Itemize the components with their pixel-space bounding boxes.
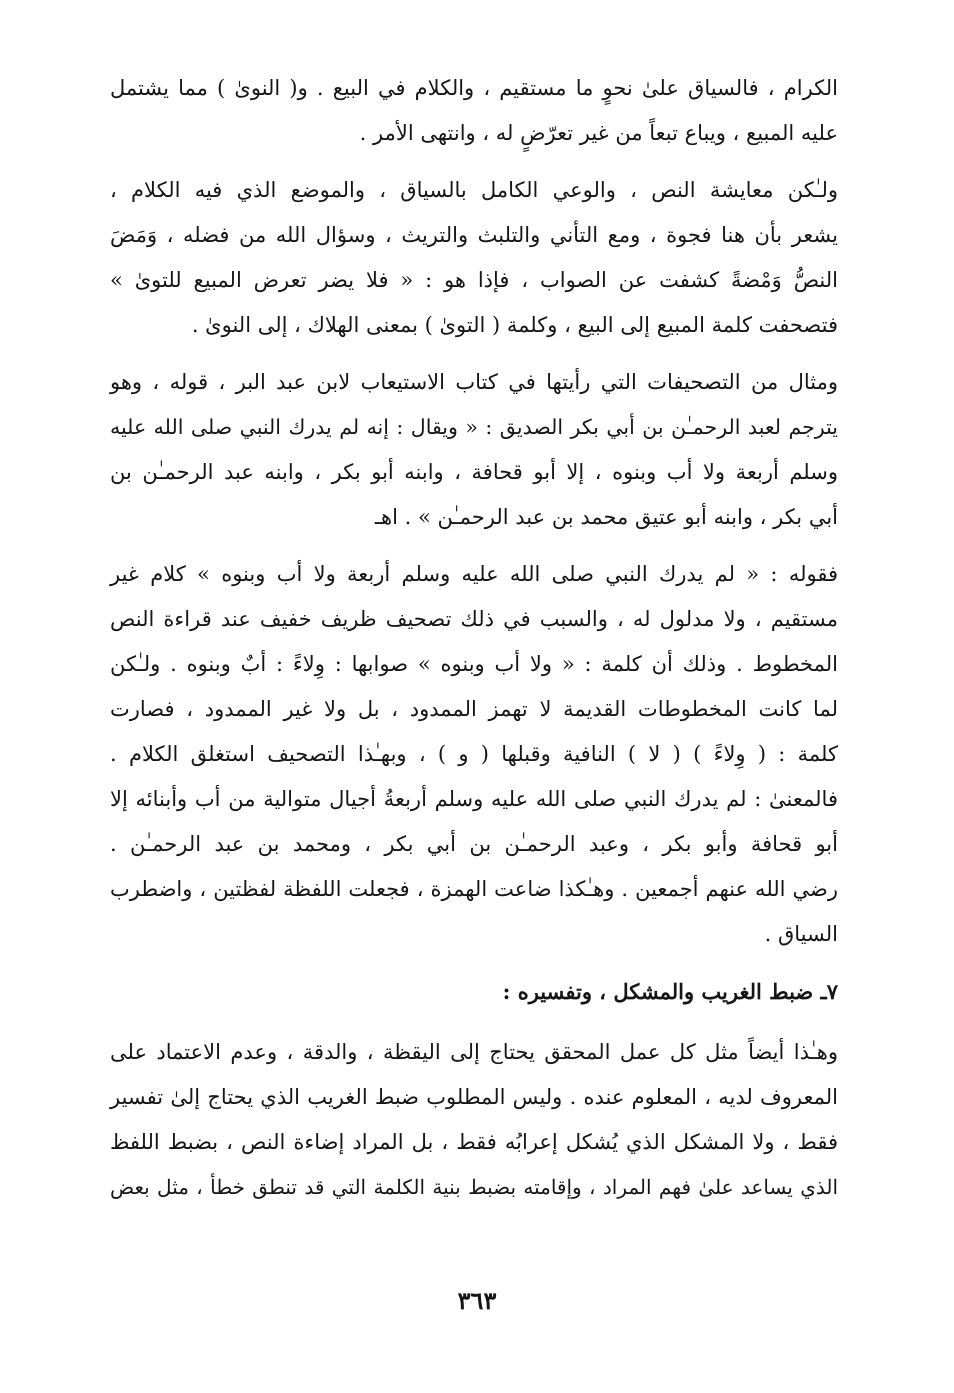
text-line: المخطوط . وذلك أن كلمة : « ولا أب وبنوه » صوابها : وِلاءً : أبٌ وبنوه . ولـٰكن xyxy=(110,652,838,676)
text-line: النصُّ وَمْضةً كشفت عن الصواب ، فإذا هو : « فلا يضر تعرض المبيع للتوىٰ » xyxy=(110,268,838,292)
page-number: ٣٦٣ xyxy=(457,1286,497,1315)
text-line: مستقيم ، ولا مدلول له ، والسبب في ذلك تصحيف ظريف خفيف عند قراءة النص xyxy=(110,607,838,631)
text-line: الذي يساعد علىٰ فهم المراد ، وإقامته بضبط بنية الكلمة التي قد تنطق خطأ ، مثل بعض xyxy=(110,1175,838,1199)
text-line: يشعر بأن هنا فجوة ، ومع التأني والتلبث والتريث ، وسؤال الله من فضله ، وَمَضَ xyxy=(110,223,838,247)
paragraph-5 xyxy=(110,1030,838,1210)
paragraph-3 xyxy=(110,360,838,540)
text-line: أبي بكر ، وابنه أبو عتيق محمد بن عبد الرحمـٰن » . اهـ xyxy=(374,505,838,529)
text-line: ولـٰكن معايشة النص ، والوعي الكامل بالسياق ، والموضع الذي فيه الكلام ، xyxy=(110,178,838,202)
text-line: فقط ، ولا المشكل الذي يُشكل إعرابُه فقط ، بل المراد إضاءة النص ، بضبط اللفظ xyxy=(110,1130,838,1154)
text-line: الكرام ، فالسياق علىٰ نحوٍ ما مستقيم ، والكلام في البيع . و( النوىٰ ) مما يشتمل xyxy=(110,76,838,100)
text-line: السياق . xyxy=(764,922,838,946)
text-line: فالمعنىٰ : لم يدرك النبي صلى الله عليه وسلم أربعةُ أجيال متوالية من أب وأبنائه إلا xyxy=(110,787,838,811)
text-line: فتصحفت كلمة المبيع إلى البيع ، وكلمة ( التوىٰ ) بمعنى الهلاك ، إلى النوىٰ . xyxy=(191,313,838,337)
text-line: وسلم أربعة ولا أب وبنوه ، إلا أبو قحافة ، وابنه أبو بكر ، وابنه عبد الرحمـٰن بن xyxy=(110,460,838,484)
page-body xyxy=(110,66,838,1222)
text-line: كلمة : ( وِلاءً ) ( لا ) النافية وقبلها ( و ) ، وبهـٰذا التصحيف استغلق الكلام . xyxy=(110,742,838,766)
text-line: رضي الله عنهم أجمعين . وهـٰكذا ضاعت الهمزة ، فجعلت اللفظة لفظتين ، واضطرب xyxy=(110,877,838,901)
text-line: فقوله : « لم يدرك النبي صلى الله عليه وسلم أربعة ولا أب وبنوه » كلام غير xyxy=(110,562,838,586)
text-line: يترجم لعبد الرحمـٰن بن أبي بكر الصديق : « ويقال : إنه لم يدرك النبي صلى الله عليه xyxy=(110,415,838,439)
text-line: عليه المبيع ، ويباع تبعاً من غير تعرّضٍ له ، وانتهى الأمر . xyxy=(359,121,838,145)
paragraph-4 xyxy=(110,552,838,957)
paragraph-1 xyxy=(110,66,838,156)
text-line: ومثال من التصحيفات التي رأيتها في كتاب الاستيعاب لابن عبد البر ، قوله ، وهو xyxy=(110,370,838,394)
paragraph-2 xyxy=(110,168,838,348)
text-line: المعروف لديه ، المعلوم عنده . وليس المطلوب ضبط الغريب الذي يحتاج إلىٰ تفسير xyxy=(110,1085,838,1109)
section-heading: ٧ـ ضبط الغريب والمشكل ، وتفسيره : xyxy=(502,979,838,1004)
text-line: وهـٰذا أيضاً مثل كل عمل المحقق يحتاج إلى اليقظة ، والدقة ، وعدم الاعتماد على xyxy=(110,1040,838,1064)
text-line: لما كانت المخطوطات القديمة لا تهمز الممدود ، بل ولا غير الممدود ، فصارت xyxy=(110,697,838,721)
text-line: أبو قحافة وأبو بكر ، وعبد الرحمـٰن بن أبي بكر ، ومحمد بن عبد الرحمـٰن . xyxy=(110,832,838,856)
